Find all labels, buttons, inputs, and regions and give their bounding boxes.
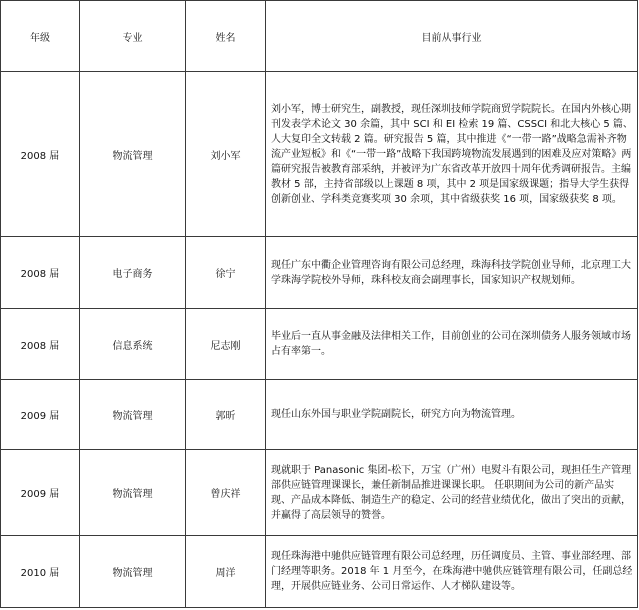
cell-major: 物流管理 [80, 380, 186, 450]
cell-description: 现就职于 Panasonic 集团-松下，万宝（广州）电熨斗有限公司，现担任生产管理部供应链管理课课长，兼任新制品推进课课长职。 任职期间为公司的新产品实现、产品成本降低、制造生产的稳定、公司的经营业绩优化，做出了突出的贡献，并赢得了高层领导的赞誉。 [266, 450, 638, 536]
cell-major: 物流管理 [80, 536, 186, 608]
cell-name: 曾庆祥 [186, 450, 266, 536]
table-row [1, 380, 638, 450]
cell-major: 物流管理 [80, 72, 186, 237]
cell-year: 2008 届 [1, 309, 80, 380]
cell-year: 2010 届 [1, 536, 80, 608]
cell-year: 2008 届 [1, 72, 80, 237]
header-year: 年级 [1, 1, 80, 72]
cell-description: 现任山东外国与职业学院副院长，研究方向为物流管理。 [266, 380, 638, 450]
cell-year: 2009 届 [1, 450, 80, 536]
table-row [1, 237, 638, 309]
cell-description: 现任广东中衢企业管理咨询有限公司总经理，珠海科技学院创业导师，北京理工大学珠海学院校外导师，珠科校友商会副理事长，国家知识产权规划师。 [266, 237, 638, 309]
cell-name: 郭昕 [186, 380, 266, 450]
header-industry: 目前从事行业 [266, 1, 638, 72]
cell-major: 物流管理 [80, 450, 186, 536]
cell-description: 刘小军，博士研究生，副教授，现任深圳技师学院商贸学院院长。在国内外核心期刊发表学术论文 30 余篇，其中 SCI 和 EI 检索 19 篇、CSSCI 和北大核心 5 篇、人大复印全文转载 2 篇。研究报告 5 篇，其中推进《“一带一路”战略急需补齐物流产业短板》和《“一带一路”战略下我国跨境物流发展遇到的困难及应对策略》两篇研究报告被教育部采纳，并被评为广东省改革开放四十周年优秀调研报告。主编教材 5 部，主持省部级以上课题 8 项，其中 2 项是国家级课题；指导大学生获得创新创业、学科类竞赛奖项 30 余项，其中省级获奖 16 项，国家级获奖 8 项。 [266, 72, 638, 237]
header-major: 专业 [80, 1, 186, 72]
cell-description: 现任珠海港中驰供应链管理有限公司总经理，历任调度员、主管、事业部经理、部门经理等职务。2018 年 1 月至今，在珠海港中驰供应链管理有限公司，任副总经理，开展供应链业务、公司日常运作、人才梯队建设等。 [266, 536, 638, 608]
table-row [1, 309, 638, 380]
cell-name: 周洋 [186, 536, 266, 608]
cell-name: 刘小军 [186, 72, 266, 237]
table-row [1, 72, 638, 237]
cell-year: 2008 届 [1, 237, 80, 309]
header-row [1, 1, 638, 72]
header-name: 姓名 [186, 1, 266, 72]
cell-description: 毕业后一直从事金融及法律相关工作，目前创业的公司在深圳债务人服务领域市场占有率第一。 [266, 309, 638, 380]
cell-major: 电子商务 [80, 237, 186, 309]
table-row [1, 536, 638, 608]
cell-name: 尼志刚 [186, 309, 266, 380]
cell-major: 信息系统 [80, 309, 186, 380]
cell-name: 徐宁 [186, 237, 266, 309]
cell-year: 2009 届 [1, 380, 80, 450]
table-row [1, 450, 638, 536]
